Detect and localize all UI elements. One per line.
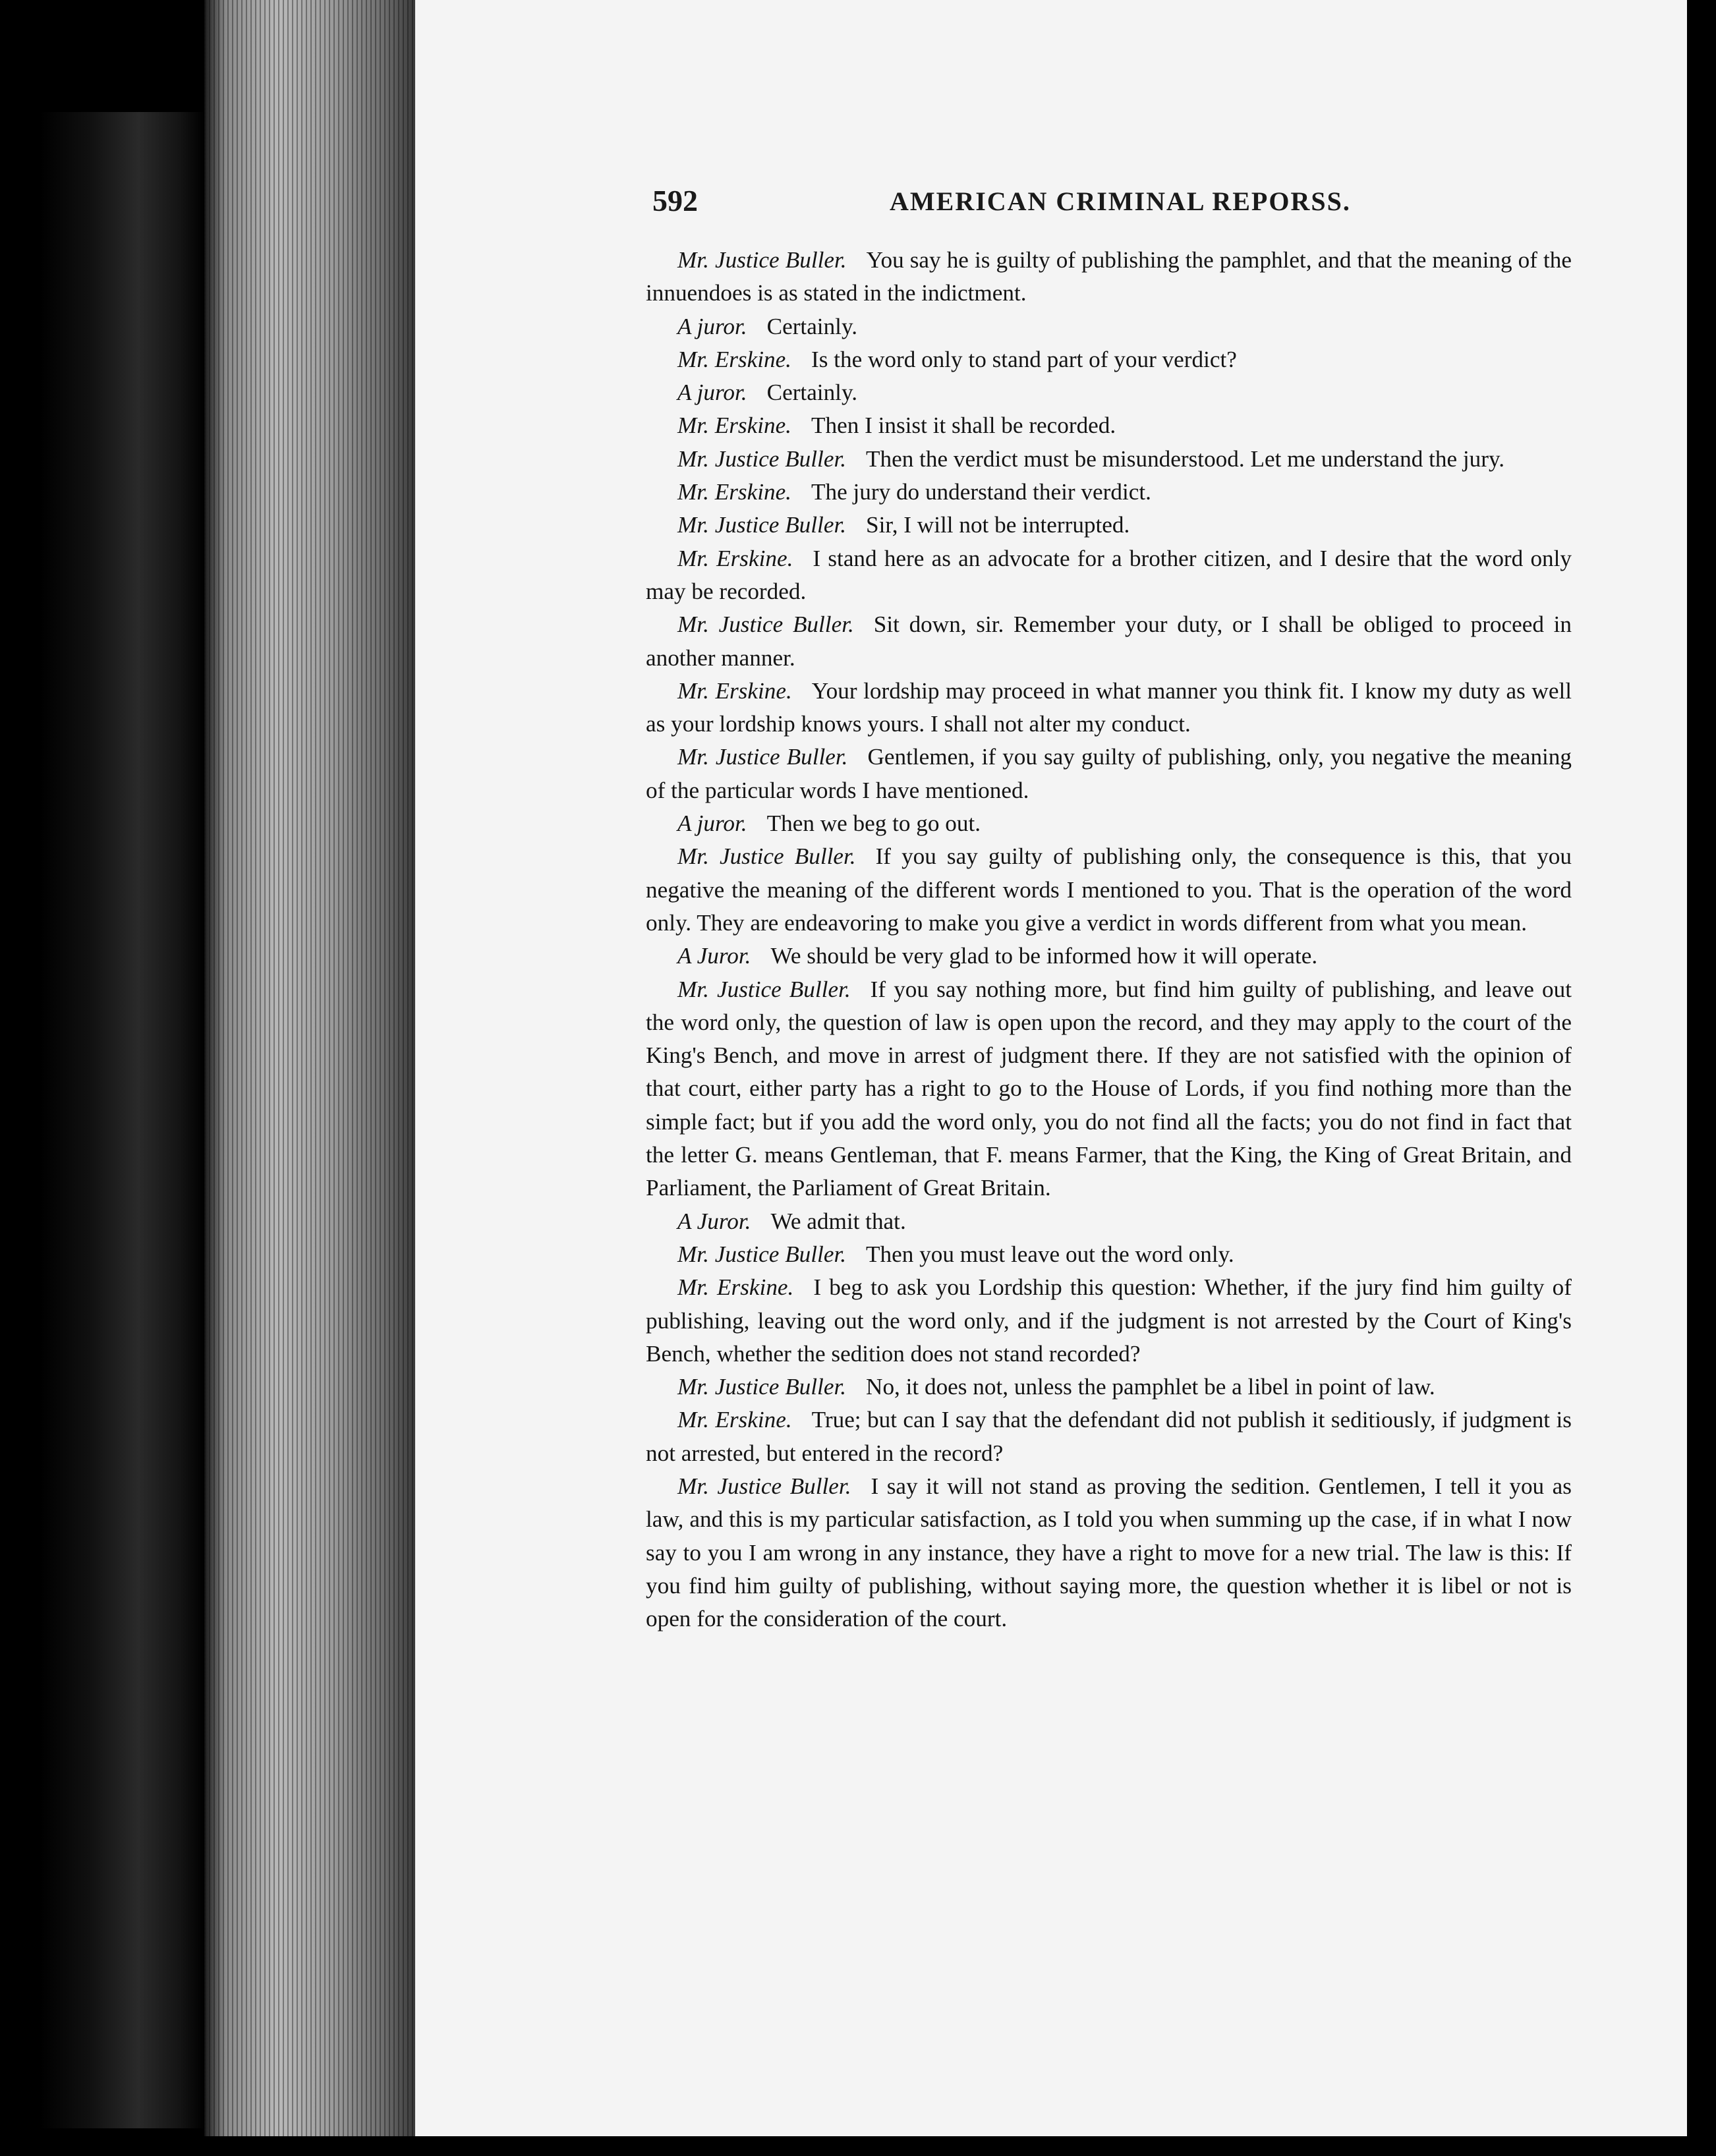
speech-text: True; but can I say that the defendant did not publish it seditiously, if judgment is not arrested, but entered in the record?	[646, 1407, 1572, 1466]
speech-text: I say it will not stand as proving the sedition. Gentlemen, I tell it you as law, and this is my particular satisfaction, as I told you when summing up the case, if in what I now say to you I am wrong in any instance, they have a right to move for a new trial. The law is this: If you find him guilty of publishing, without saying more, the question whether it is libel or not is open for the consideration of the court.	[646, 1473, 1572, 1632]
speech-text: Then the verdict must be misunderstood. Let me understand the jury.	[866, 445, 1505, 472]
dialogue-paragraph	[646, 476, 1572, 509]
speaker-name: Mr. Justice Buller.	[677, 445, 847, 472]
speaker-name: Mr. Erskine.	[677, 545, 793, 571]
dialogue-paragraph	[646, 1205, 1572, 1238]
speaker-name: A juror.	[677, 313, 747, 339]
speech-text: Sir, I will not be interrupted.	[866, 512, 1130, 538]
speech-text: Sit down, sir. Remember your duty, or I shall be obliged to proceed in another manner.	[646, 611, 1572, 671]
page-stack-edge	[204, 0, 415, 2156]
dialogue-paragraph	[646, 310, 1572, 343]
speech-text: The jury do understand their verdict.	[811, 479, 1151, 505]
dialogue-paragraph	[646, 1238, 1572, 1271]
dialogue-paragraph	[646, 443, 1572, 476]
page-number: 592	[652, 184, 698, 217]
speaker-name: Mr. Erskine.	[677, 1274, 794, 1301]
speaker-name: Mr. Justice Buller.	[677, 1241, 847, 1267]
speech-text: Then we beg to go out.	[766, 810, 981, 837]
dialogue-paragraph	[646, 807, 1572, 840]
speech-text: We should be very glad to be informed how it will operate.	[770, 943, 1318, 969]
speaker-name: Mr. Erskine.	[677, 412, 791, 439]
speaker-name: Mr. Justice Buller.	[677, 512, 847, 538]
speech-text: You say he is guilty of publishing the pamphlet, and that the meaning of the innuendoes is as stated in the indictment.	[646, 247, 1572, 306]
speech-text: We admit that.	[770, 1208, 906, 1234]
speech-text: Certainly.	[766, 313, 858, 339]
page-header	[652, 183, 1588, 223]
dialogue-paragraph	[646, 608, 1572, 675]
scan-border-right	[1687, 0, 1716, 2156]
speaker-name: Mr. Justice Buller.	[677, 976, 851, 1002]
speaker-name: A juror.	[677, 380, 747, 406]
dialogue-paragraph	[646, 244, 1572, 310]
dialogue-paragraph	[646, 1404, 1572, 1470]
book-spine-shadow	[40, 112, 204, 2128]
dialogue-paragraph	[646, 840, 1572, 940]
speech-text: If you say guilty of publishing only, the consequence is this, that you negative the meaning of the different words I mentioned to you. That is the operation of the word only. They are endeavoring to make you give a verdict in words different from what you mean.	[646, 843, 1572, 936]
scan-border-bottom	[0, 2136, 1716, 2156]
dialogue-paragraph	[646, 376, 1572, 409]
speaker-name: A Juror.	[677, 943, 751, 969]
dialogue-paragraph	[646, 1271, 1572, 1371]
dialogue-paragraph	[646, 675, 1572, 741]
speech-text: No, it does not, unless the pamphlet be a libel in point of law.	[866, 1374, 1435, 1400]
speaker-name: Mr. Justice Buller.	[677, 1374, 847, 1400]
speech-text: Is the word only to stand part of your verdict?	[811, 346, 1237, 372]
dialogue-paragraph	[646, 343, 1572, 376]
speech-text: Then I insist it shall be recorded.	[811, 412, 1116, 439]
dialogue-paragraph	[646, 542, 1572, 609]
speaker-name: Mr. Justice Buller.	[677, 247, 847, 273]
speaker-name: Mr. Justice Buller.	[677, 1473, 851, 1499]
speaker-name: A juror.	[677, 810, 747, 837]
dialogue-paragraph	[646, 1371, 1572, 1404]
speaker-name: Mr. Justice Buller.	[677, 843, 856, 870]
dialogue-paragraph	[646, 940, 1572, 973]
dialogue-paragraph	[646, 509, 1572, 542]
dialogue-paragraph	[646, 409, 1572, 442]
speech-text: Certainly.	[766, 380, 858, 406]
dialogue-paragraph	[646, 1470, 1572, 1635]
speaker-name: Mr. Erskine.	[677, 677, 792, 704]
speech-text: I beg to ask you Lordship this question: Whether, if the jury find him guilty of publishing, leaving out the word only, and if the judgment is not arrested by the Court of King's Bench, whether the sedition does not stand recorded?	[646, 1274, 1572, 1367]
speech-text: Your lordship may proceed in what manner you think fit. I know my duty as well as your lordship knows yours. I shall not alter my conduct.	[646, 677, 1572, 737]
speech-text: I stand here as an advocate for a brother citizen, and I desire that the word only may be recorded.	[646, 545, 1572, 604]
transcript-body	[646, 244, 1572, 1635]
speaker-name: Mr. Erskine.	[677, 1407, 792, 1433]
speech-text: If you say nothing more, but find him guilty of publishing, and leave out the word only, the question of law is open upon the record, and they may apply to the court of the King's Bench, and move in arrest of judgment there. If they are not satisfied with the opinion of that court, either party has a right to go to the House of Lords, if you find nothing more than the simple fact; but if you add the word only, you do not find all the facts; you do not find in fact that the letter G. means Gentleman, that F. means Farmer, that the King, the King of Great Britain, and Parliament, the Parliament of Great Britain.	[646, 976, 1572, 1201]
dialogue-paragraph	[646, 973, 1572, 1205]
speaker-name: A Juror.	[677, 1208, 751, 1234]
speaker-name: Mr. Erskine.	[677, 479, 791, 505]
speaker-name: Mr. Justice Buller.	[677, 744, 848, 770]
speaker-name: Mr. Erskine.	[677, 346, 791, 372]
speech-text: Then you must leave out the word only.	[866, 1241, 1234, 1267]
dialogue-paragraph	[646, 741, 1572, 807]
running-head: AMERICAN CRIMINAL REPORSS.	[890, 186, 1351, 216]
speech-text: Gentlemen, if you say guilty of publishing, only, you negative the meaning of the particular words I have mentioned.	[646, 744, 1572, 803]
speaker-name: Mr. Justice Buller.	[677, 611, 854, 638]
